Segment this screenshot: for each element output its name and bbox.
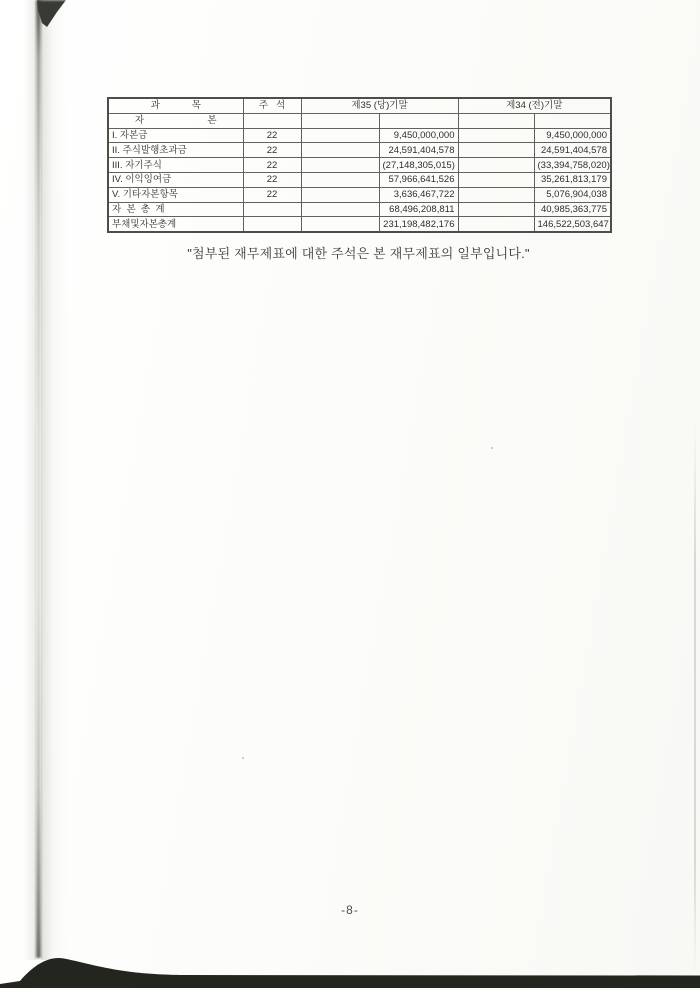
current-sub-cell <box>301 187 379 202</box>
binding-gutter-line <box>36 0 41 958</box>
note-cell <box>243 202 301 217</box>
prior-sub-cell <box>458 128 534 143</box>
current-amount-cell: (27,148,305,015) <box>379 158 458 173</box>
account-cell: I. 자본금 <box>108 128 243 143</box>
prior-sub-cell <box>458 202 534 217</box>
account-cell: 자 본 총 계 <box>108 202 243 217</box>
prior-amount-cell <box>534 113 611 128</box>
financial-statements-footnote: "첨부된 재무제표에 대한 주석은 본 재무제표의 일부입니다." <box>187 246 530 261</box>
current-sub-cell <box>301 143 379 158</box>
binding-gutter-shadow-right <box>41 0 69 960</box>
scan-speck <box>242 757 244 759</box>
current-sub-cell <box>301 113 379 128</box>
table-row-total-liabilities-equity <box>108 217 611 232</box>
prior-amount-cell: 24,591,404,578 <box>534 143 611 158</box>
account-cell: IV. 이익잉여금 <box>108 172 243 187</box>
balance-sheet-table <box>107 97 612 233</box>
current-amount-cell: 231,198,482,176 <box>379 217 458 232</box>
current-amount-cell: 3,636,467,722 <box>379 187 458 202</box>
current-sub-cell <box>301 172 379 187</box>
binding-gutter-shadow-left <box>22 0 36 960</box>
current-amount-cell: 24,591,404,578 <box>379 143 458 158</box>
current-amount-cell <box>379 113 458 128</box>
prior-sub-cell <box>458 187 534 202</box>
header-prior-period: 제34 (전)기말 <box>458 98 611 113</box>
table-row-share-premium <box>108 143 611 158</box>
header-note: 주 석 <box>243 98 301 113</box>
prior-sub-cell <box>458 143 534 158</box>
prior-amount-cell: 9,450,000,000 <box>534 128 611 143</box>
header-account: 과 목 <box>108 98 243 113</box>
note-cell: 22 <box>243 187 301 202</box>
current-amount-cell: 9,450,000,000 <box>379 128 458 143</box>
prior-amount-cell: 146,522,503,647 <box>534 217 611 232</box>
account-cell: 부채및자본총계 <box>108 217 243 232</box>
current-sub-cell <box>301 128 379 143</box>
account-cell: V. 기타자본항목 <box>108 187 243 202</box>
note-cell: 22 <box>243 143 301 158</box>
page-number: -8- <box>341 903 359 917</box>
current-sub-cell <box>301 217 379 232</box>
note-cell <box>243 217 301 232</box>
note-cell: 22 <box>243 158 301 173</box>
prior-sub-cell <box>458 172 534 187</box>
current-amount-cell: 68,496,208,811 <box>379 202 458 217</box>
prior-amount-cell: 35,261,813,179 <box>534 172 611 187</box>
note-cell: 22 <box>243 128 301 143</box>
account-cell: III. 자기주식 <box>108 158 243 173</box>
current-sub-cell <box>301 158 379 173</box>
page-right-edge-shadow <box>694 420 696 975</box>
prior-amount-cell: (33,394,758,020) <box>534 158 611 173</box>
header-current-period: 제35 (당)기말 <box>301 98 458 113</box>
prior-sub-cell <box>458 158 534 173</box>
prior-amount-cell: 5,076,904,038 <box>534 187 611 202</box>
current-sub-cell <box>301 202 379 217</box>
scan-speck <box>491 447 493 449</box>
table-row-other-equity <box>108 187 611 202</box>
account-cell: 자 본 <box>108 113 243 128</box>
note-cell <box>243 113 301 128</box>
table-row-treasury-stock <box>108 158 611 173</box>
book-bottom-edge <box>0 950 700 990</box>
prior-amount-cell: 40,985,363,775 <box>534 202 611 217</box>
prior-sub-cell <box>458 113 534 128</box>
current-amount-cell: 57,966,641,526 <box>379 172 458 187</box>
table-header-row <box>108 98 611 113</box>
account-cell: II. 주식발행초과금 <box>108 143 243 158</box>
table-row-retained-earnings <box>108 172 611 187</box>
prior-sub-cell <box>458 217 534 232</box>
table-row-total-equity <box>108 202 611 217</box>
table-row-capital-stock <box>108 128 611 143</box>
note-cell: 22 <box>243 172 301 187</box>
table-row-equity-section <box>108 113 611 128</box>
